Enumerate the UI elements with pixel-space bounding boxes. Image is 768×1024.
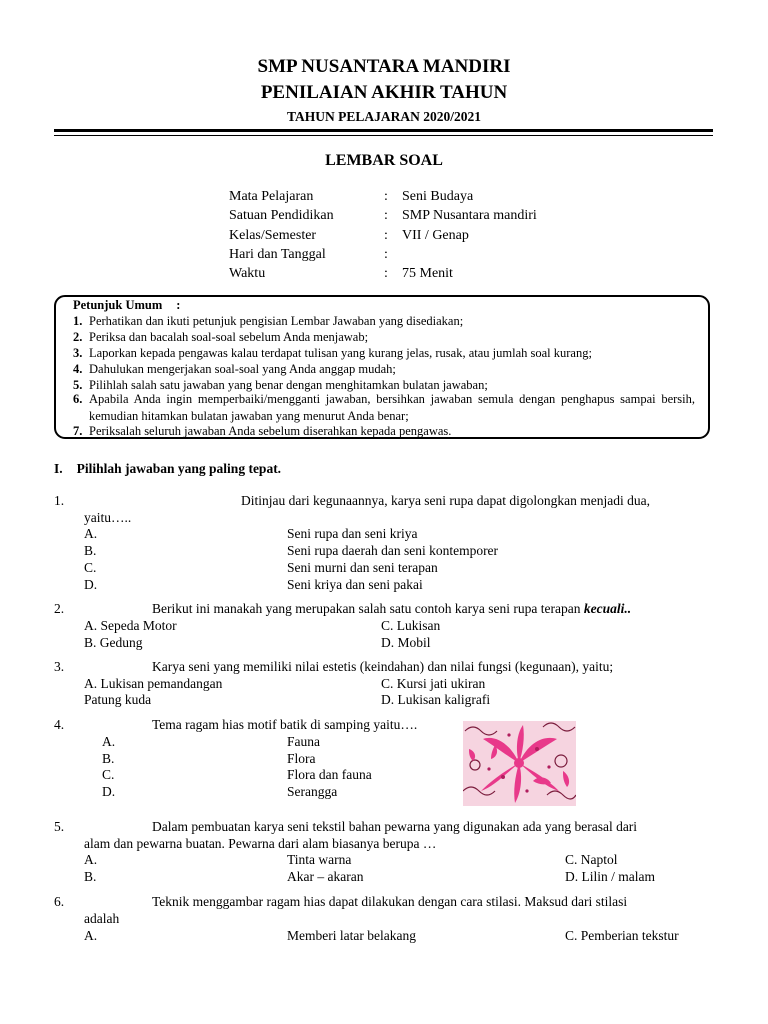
info-colon: : — [384, 208, 388, 223]
info-label: Kelas/Semester — [229, 228, 317, 243]
exam-title: PENILAIAN AKHIR TAHUN — [260, 82, 508, 103]
question-text: Teknik menggambar ragam hias dapat dilakukan dengan cara stilasi. Maksud dari stilasi — [152, 894, 628, 909]
question-number: 2. — [54, 601, 65, 616]
header-rule-thick — [54, 129, 713, 132]
info-value: 75 Menit — [402, 266, 453, 281]
question-text: Dalam pembuatan karya seni tekstil bahan pewarna yang digunakan ada yang berasal dari — [152, 819, 638, 834]
instruction-text: Periksa dan bacalah soal-soal sebelum Anda menjawab; — [89, 330, 369, 344]
option: Tinta warna — [287, 852, 352, 867]
question-number: 3. — [54, 659, 65, 674]
question-number: 5. — [54, 819, 65, 834]
info-value: VII / Genap — [402, 228, 469, 243]
sheet-title: LEMBAR SOAL — [325, 152, 443, 169]
option: Patung kuda — [84, 692, 152, 707]
instruction-num: 7. — [73, 424, 83, 438]
option-letter: D. — [102, 784, 116, 799]
section-title: Pilihlah jawaban yang paling tepat. — [76, 461, 282, 476]
option: C. Kursi jati ukiran — [381, 676, 486, 691]
option-letter: D. — [84, 577, 98, 592]
option-text: Seni murni dan seni terapan — [287, 560, 438, 575]
question-number: 6. — [54, 894, 65, 909]
section-heading — [54, 461, 281, 477]
question-text: yaitu….. — [84, 510, 132, 525]
option-text: Fauna — [287, 734, 320, 749]
option-letter: B. — [84, 543, 97, 558]
option-letter: C. — [102, 767, 115, 782]
option-letter: A. — [102, 734, 116, 749]
instruction-item — [73, 346, 592, 361]
instruction-num: 6. — [73, 392, 83, 406]
question-number: 4. — [54, 717, 65, 732]
info-colon: : — [384, 189, 388, 204]
question-text — [152, 601, 631, 617]
question-text: Tema ragam hias motif batik di samping yaitu…. — [152, 717, 418, 732]
instruction-text: Apabila Anda ingin memperbaiki/mengganti jawaban, bersihkan jawaban semula dengan penghapus sampai bersih, kemudian hitamkan bulatan jawaban yang menurut Anda benar; — [89, 392, 695, 423]
info-value: SMP Nusantara mandiri — [402, 208, 537, 223]
academic-year: TAHUN PELAJARAN 2020/2021 — [286, 109, 481, 124]
option: D. Lukisan kaligrafi — [381, 692, 491, 707]
option: Akar – akaran — [287, 869, 364, 884]
option: Memberi latar belakang — [287, 928, 416, 943]
question-text: Karya seni yang memiliki nilai estetis (keindahan) dan nilai fungsi (kegunaan), yaitu; — [152, 659, 614, 674]
school-name: SMP NUSANTARA MANDIRI — [257, 56, 511, 77]
option: D. Lilin / malam — [565, 869, 655, 884]
instruction-num: 5. — [73, 378, 83, 392]
instruction-item — [73, 362, 396, 377]
instruction-num: 2. — [73, 330, 83, 344]
option-text: Flora dan fauna — [287, 767, 372, 782]
instruction-num: 4. — [73, 362, 83, 376]
option-text: Serangga — [287, 784, 338, 799]
option: A. — [84, 852, 98, 867]
instruction-num: 3. — [73, 346, 83, 360]
instruction-item — [73, 330, 368, 345]
instructions-heading-text: Petunjuk Umum — [73, 298, 163, 312]
option-letter: B. — [102, 751, 115, 766]
instruction-item — [73, 314, 463, 329]
option-letter: C. — [84, 560, 97, 575]
option-text: Seni rupa dan seni kriya — [287, 526, 418, 541]
question-emphasis: kecuali.. — [583, 601, 632, 616]
instruction-text: Laporkan kepada pengawas kalau terdapat tulisan yang kurang jelas, rusak, atau jumlah soal kurang; — [89, 346, 592, 360]
instructions-heading-colon: : — [176, 298, 181, 312]
info-value: Seni Budaya — [402, 189, 474, 204]
instruction-text: Dahulukan mengerjakan soal-soal yang Anda anggap mudah; — [89, 362, 396, 376]
question-text-main: Berikut ini manakah yang merupakan salah satu contoh karya seni rupa terapan — [152, 601, 581, 616]
info-label: Hari dan Tanggal — [229, 247, 326, 262]
question-text: Ditinjau dari kegunaannya, karya seni rupa dapat digolongkan menjadi dua, — [241, 493, 650, 508]
option: D. Mobil — [381, 635, 431, 650]
instruction-item — [73, 424, 451, 439]
option: C. Lukisan — [381, 618, 441, 633]
section-num: I. — [54, 461, 63, 476]
instruction-text: Periksalah seluruh jawaban Anda sebelum diserahkan kepada pengawas. — [89, 424, 452, 438]
option: B. Gedung — [84, 635, 143, 650]
instructions-heading — [73, 298, 180, 313]
option: C. Pemberian tekstur — [565, 928, 679, 943]
instruction-num: 1. — [73, 314, 83, 328]
option: A. — [84, 928, 98, 943]
question-number: 1. — [54, 493, 65, 508]
info-label: Mata Pelajaran — [229, 189, 314, 204]
option: A. Sepeda Motor — [84, 618, 177, 633]
instruction-text: Pilihlah salah satu jawaban yang benar dengan menghitamkan bulatan jawaban; — [89, 378, 488, 392]
info-label: Waktu — [229, 266, 266, 281]
info-colon: : — [384, 266, 388, 281]
info-colon: : — [384, 247, 388, 262]
option-letter: A. — [84, 526, 98, 541]
batik-motif-image — [463, 721, 576, 806]
instruction-item — [73, 391, 695, 424]
info-label: Satuan Pendidikan — [229, 208, 334, 223]
question-text: alam dan pewarna buatan. Pewarna dari alam biasanya berupa … — [84, 836, 437, 851]
option: B. — [84, 869, 97, 884]
header-rule-thin — [54, 135, 713, 136]
option: A. Lukisan pemandangan — [84, 676, 223, 691]
option: C. Naptol — [565, 852, 618, 867]
instruction-text: Perhatikan dan ikuti petunjuk pengisian Lembar Jawaban yang disediakan; — [89, 314, 464, 328]
info-colon: : — [384, 228, 388, 243]
option-text: Seni rupa daerah dan seni kontemporer — [287, 543, 499, 558]
option-text: Seni kriya dan seni pakai — [287, 577, 423, 592]
question-text: adalah — [84, 911, 120, 926]
option-text: Flora — [287, 751, 316, 766]
